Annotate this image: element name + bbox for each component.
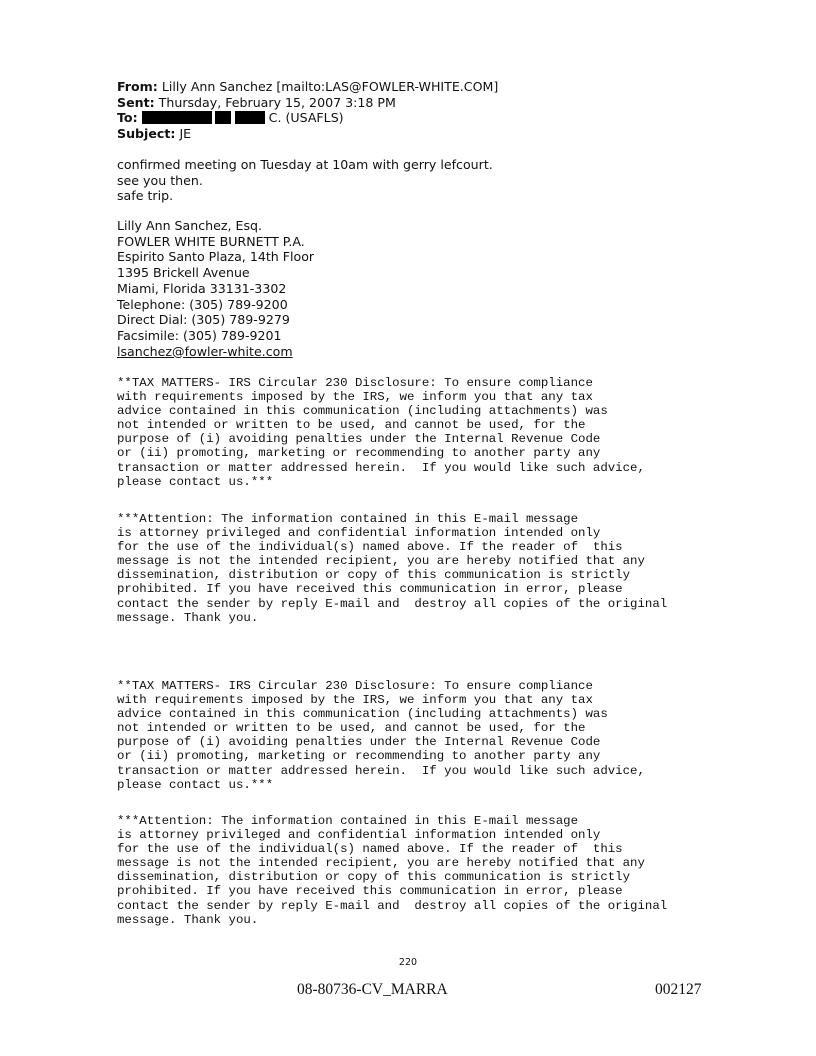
case-number: 08-80736-CV_MARRA	[297, 981, 448, 998]
to-label: To:	[117, 110, 138, 126]
attention-disclaimer: ***Attention: The information contained in this E-mail message is attorney privileged and confidential information intended only for the use of the individual(s) named above. If the reader of this message is not the intended recipient, you are hereby notified that any dissemination, distribution or copy of this communication is strictly prohibited. If you have received this communication in error, please contact the sender by reply E-mail and destroy all copies of the original message. Thank you.	[117, 512, 668, 625]
signature-line: Direct Dial: (305) 789-9279	[117, 312, 290, 328]
to-value: C. (USAFLS)	[268, 110, 344, 126]
attention-disclaimer: ***Attention: The information contained in this E-mail message is attorney privileged and confidential information intended only for the use of the individual(s) named above. If the reader of this message is not the intended recipient, you are hereby notified that any dissemination, distribution or copy of this communication is strictly prohibited. If you have received this communication in error, please contact the sender by reply E-mail and destroy all copies of the original message. Thank you.	[117, 814, 668, 927]
signature-line: Facsimile: (305) 789-9201	[117, 327, 282, 343]
from-value: Lilly Ann Sanchez [mailto:LAS@FOWLER-WHITE.COM]	[161, 79, 499, 94]
body-line: see you then.	[117, 172, 203, 188]
page-number: 220	[398, 957, 418, 968]
signature-line: Miami, Florida 33131-3302	[117, 280, 287, 296]
from-line	[117, 79, 498, 95]
signature-line: Telephone: (305) 789-9200	[117, 296, 288, 312]
signature-block	[117, 218, 314, 359]
tax-disclaimer: **TAX MATTERS- IRS Circular 230 Disclosure: To ensure compliance with requirements imposed by the IRS, we inform you that any tax advice contained in this communication (including attachments) was not intended or written to be used, and cannot be used, for the purpose of (i) avoiding penalties under the Internal Revenue Code or (ii) promoting, marketing or recommending to another party any transaction or matter addressed herein. If you would like such advice, please contact us.***	[117, 679, 645, 792]
from-label: From:	[117, 79, 158, 94]
body-line: safe trip.	[117, 188, 174, 204]
signature-email-link[interactable]: lsanchez@fowler-white.com	[117, 343, 293, 359]
to-line	[117, 110, 498, 126]
signature-line: Lilly Ann Sanchez, Esq.	[117, 218, 263, 233]
sent-line	[117, 95, 498, 111]
subject-line	[117, 126, 498, 142]
sent-label: Sent:	[117, 94, 155, 110]
subject-value: JE	[179, 126, 192, 142]
redaction-bar	[215, 111, 231, 124]
subject-label: Subject:	[117, 126, 176, 142]
body-line: confirmed meeting on Tuesday at 10am with gerry lefcourt.	[117, 157, 493, 172]
signature-line: FOWLER WHITE BURNETT P.A.	[117, 233, 305, 249]
redaction-bar	[235, 111, 265, 124]
tax-disclaimer: **TAX MATTERS- IRS Circular 230 Disclosure: To ensure compliance with requirements imposed by the IRS, we inform you that any tax advice contained in this communication (including attachments) was not intended or written to be used, and cannot be used, for the purpose of (i) avoiding penalties under the Internal Revenue Code or (ii) promoting, marketing or recommending to another party any transaction or matter addressed herein. If you would like such advice, please contact us.***	[117, 376, 645, 489]
signature-line: Espirito Santo Plaza, 14th Floor	[117, 249, 315, 265]
bates-number: 002127	[655, 981, 702, 998]
signature-line: 1395 Brickell Avenue	[117, 265, 250, 281]
sent-value: Thursday, February 15, 2007 3:18 PM	[158, 94, 396, 110]
email-header	[117, 79, 498, 142]
redaction-bar	[142, 111, 212, 124]
email-body	[117, 157, 493, 204]
